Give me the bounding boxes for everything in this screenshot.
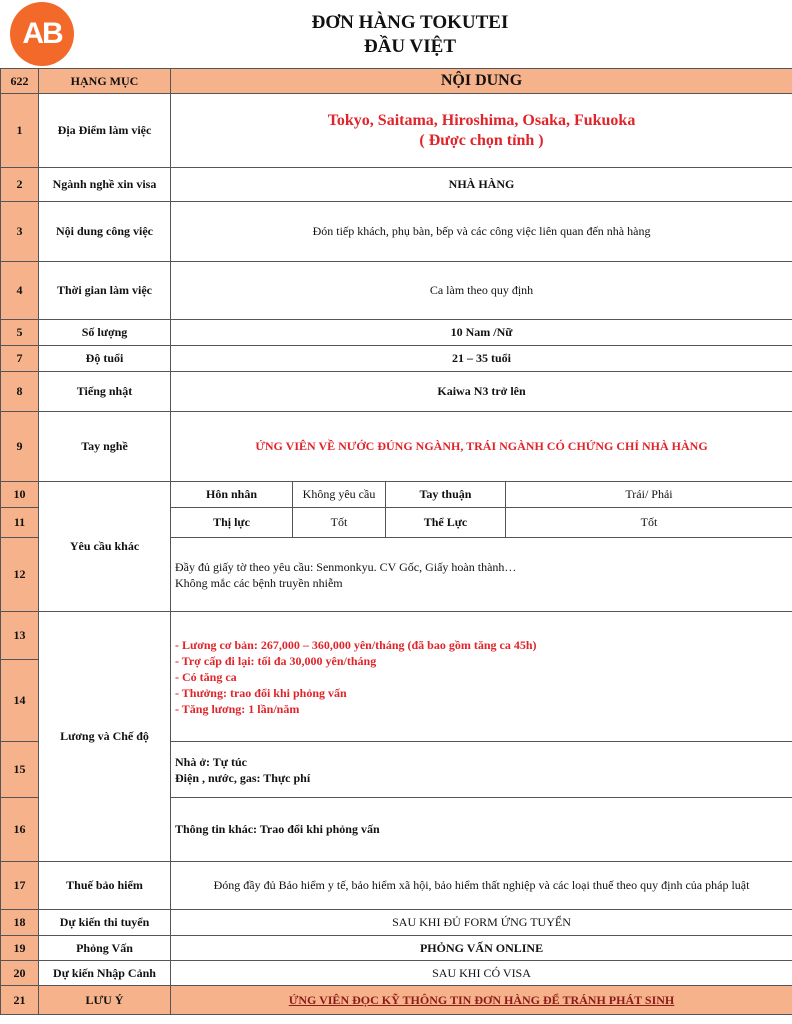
row-number: 21	[1, 986, 39, 1015]
row-number: 7	[1, 346, 39, 372]
row-value: SAU KHI ĐỦ FORM ỨNG TUYỂN	[171, 910, 792, 936]
table-row	[1, 862, 792, 910]
warning-note: ỨNG VIÊN ĐỌC KỸ THÔNG TIN ĐƠN HÀNG ĐỂ TRÁNH PHÁT SINH	[288, 992, 675, 1007]
housing-info: Nhà ở: Tự túc	[175, 754, 247, 769]
row-number: 10	[1, 482, 39, 508]
row-category: Tiếng nhật	[39, 372, 171, 412]
utilities-info: Điện , nước, gas: Thực phí	[175, 770, 311, 785]
logo-text: AB	[22, 17, 62, 50]
row-number: 14	[1, 660, 39, 742]
row-category: LƯU Ý	[39, 986, 171, 1015]
table-row	[1, 320, 792, 346]
row-number: 1	[1, 94, 39, 168]
table-row	[1, 94, 792, 168]
overtime: - Có tăng ca	[175, 669, 237, 684]
handedness-label: Tay thuận	[386, 482, 506, 508]
row-number: 17	[1, 862, 39, 910]
marital-value: Không yêu cầu	[293, 482, 386, 508]
table-row	[1, 168, 792, 202]
row-category: Thời gian làm việc	[39, 262, 171, 320]
table-row	[1, 961, 792, 986]
table-row	[1, 202, 792, 262]
row-value: 10 Nam /Nữ	[171, 320, 792, 346]
marital-label: Hôn nhân	[171, 482, 293, 508]
row-value: SAU KHI CÓ VISA	[171, 961, 792, 986]
handedness-value: Trái/ Phải	[506, 482, 792, 508]
table-row	[1, 482, 792, 508]
base-salary: - Lương cơ bản: 267,000 – 360,000 yên/tháng (đã bao gồm tăng ca 45h)	[175, 637, 537, 652]
row-value: 21 – 35 tuổi	[171, 346, 792, 372]
row-category: Phỏng Vấn	[39, 936, 171, 961]
row-category: Số lượng	[39, 320, 171, 346]
table-row	[1, 910, 792, 936]
row-number: 3	[1, 202, 39, 262]
row-value: NHÀ HÀNG	[171, 168, 792, 202]
travel-allowance: - Trợ cấp đi lại: tối đa 30,000 yên/tháng	[175, 653, 377, 668]
row-category: Thuế bảo hiểm	[39, 862, 171, 910]
row-number: 13	[1, 612, 39, 660]
row-value	[171, 538, 792, 612]
table-row	[1, 346, 792, 372]
row-number: 18	[1, 910, 39, 936]
row-number: 8	[1, 372, 39, 412]
table-row	[1, 936, 792, 961]
row-value: Kaiwa N3 trở lên	[171, 372, 792, 412]
row-value: PHỎNG VẤN ONLINE	[171, 936, 792, 961]
row-category: Dự kiến Nhập Cảnh	[39, 961, 171, 986]
bonus: - Thưởng: trao đổi khi phỏng vấn	[175, 685, 347, 700]
row-number: 19	[1, 936, 39, 961]
row-category: Ngành nghề xin visa	[39, 168, 171, 202]
raise: - Tăng lương: 1 lần/năm	[175, 701, 300, 716]
row-category: Tay nghề	[39, 412, 171, 482]
row-number: 16	[1, 798, 39, 862]
row-category: Dự kiến thi tuyển	[39, 910, 171, 936]
row-number: 12	[1, 538, 39, 612]
eyesight-label: Thị lực	[171, 508, 293, 538]
header-category: HẠNG MỤC	[39, 69, 171, 94]
row-category: Địa Điểm làm việc	[39, 94, 171, 168]
fitness-value: Tốt	[506, 508, 792, 538]
document-subtitle: ĐẦU VIỆT	[363, 36, 457, 57]
table-header-row	[1, 69, 792, 94]
row-number: 4	[1, 262, 39, 320]
fitness-label: Thể Lực	[386, 508, 506, 538]
row-number: 5	[1, 320, 39, 346]
row-category: Lương và Chế độ	[39, 612, 171, 862]
eyesight-value: Tốt	[293, 508, 386, 538]
row-number: 15	[1, 742, 39, 798]
row-category: Yêu cầu khác	[39, 482, 171, 612]
header-content: NỘI DUNG	[171, 69, 792, 94]
table-row	[1, 372, 792, 412]
row-value	[171, 742, 792, 798]
job-order-table	[0, 68, 792, 1015]
documents-requirement: Đầy đủ giấy tờ theo yêu cầu: Senmonkyu. CV Gốc, Giấy hoàn thành…	[175, 559, 517, 574]
row-value: Đón tiếp khách, phụ bàn, bếp và các công việc liên quan đến nhà hàng	[171, 202, 792, 262]
health-requirement: Không mắc các bệnh truyền nhiễm	[175, 575, 343, 590]
row-number: 2	[1, 168, 39, 202]
table-row	[1, 612, 792, 660]
row-number: 20	[1, 961, 39, 986]
row-value: ỨNG VIÊN VỀ NƯỚC ĐÚNG NGÀNH, TRÁI NGÀNH CÓ CHỨNG CHỈ NHÀ HÀNG	[171, 412, 792, 482]
row-number: 11	[1, 508, 39, 538]
document-title: ĐƠN HÀNG TOKUTEI	[311, 12, 509, 33]
row-category: Nội dung công việc	[39, 202, 171, 262]
location-note: ( Được chọn tỉnh )	[419, 131, 544, 149]
header-index: 622	[1, 69, 39, 94]
work-locations: Tokyo, Saitama, Hiroshima, Osaka, Fukuoka	[327, 111, 636, 129]
row-category: Độ tuổi	[39, 346, 171, 372]
company-logo	[10, 2, 74, 66]
table-row	[1, 412, 792, 482]
row-number: 9	[1, 412, 39, 482]
row-value: Thông tin khác: Trao đổi khi phỏng vấn	[171, 798, 792, 862]
row-value	[171, 986, 792, 1015]
row-value: Đóng đầy đủ Bảo hiểm y tế, bảo hiểm xã hội, bảo hiểm thất nghiệp và các loại thuế theo quy định của pháp luật	[171, 862, 792, 910]
table-row	[1, 262, 792, 320]
row-value	[171, 94, 792, 168]
table-row	[1, 986, 792, 1015]
salary-details	[171, 612, 792, 742]
row-value: Ca làm theo quy định	[171, 262, 792, 320]
